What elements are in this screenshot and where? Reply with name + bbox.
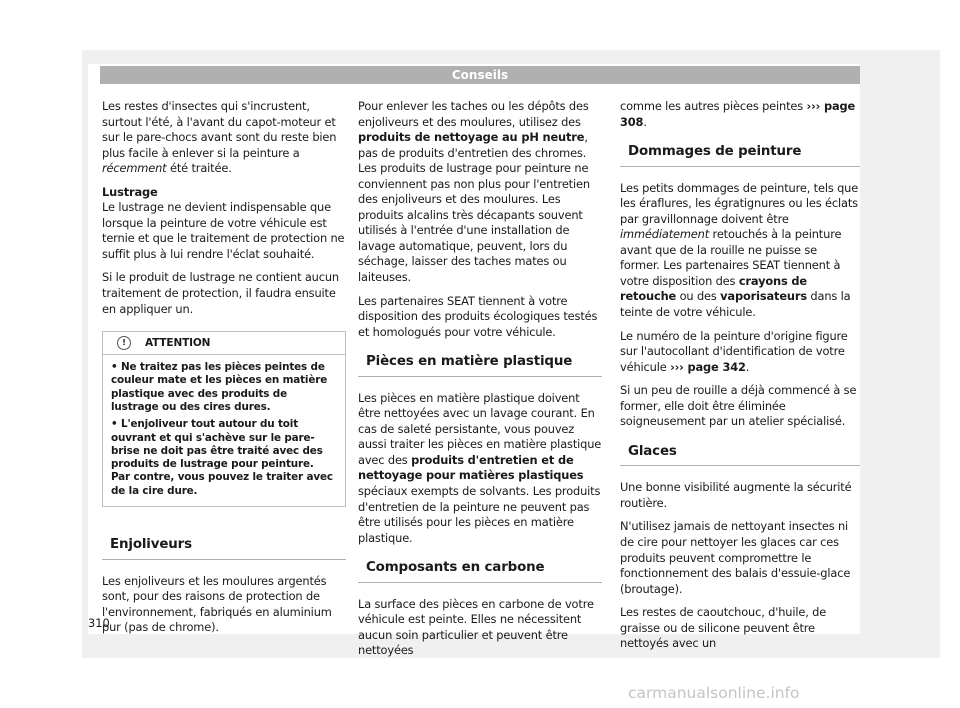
label-lustrage: Lustrage	[102, 184, 158, 199]
section-heading-carbone: Composants en carbone	[358, 560, 602, 583]
paragraph-glaces-3: Les restes de caoutchouc, d'huile, de graisse ou de silicone peuvent être nettoyés avec un	[620, 605, 827, 651]
paragraph-peinture-3: Si un peu de rouille a déjà commencé à se former, elle doit être éliminée soigneusement par un atelier spécialisé.	[620, 383, 857, 429]
column-3	[620, 99, 860, 652]
attention-header	[103, 332, 345, 355]
paragraph-lustrage-1: Le lustrage ne devient indispensable que lorsque la peinture de votre véhicule est ternie et que le traitement de protection ne suffit plus à lui rendre l'éclat souhaité.	[102, 200, 345, 261]
attention-box	[102, 331, 346, 507]
paragraph-peinture-2: Le numéro de la peinture d'origine figure sur l'autocollant d'identification de votre véhicule ››› page 342.	[620, 328, 848, 374]
section-heading-plastique: Pièces en matière plastique	[358, 354, 602, 377]
page-header: Conseils	[100, 66, 860, 84]
paragraph-glaces-1: Une bonne visibilité augmente la sécurité routière.	[620, 480, 852, 510]
paragraph-insects: Les restes d'insectes qui s'incrustent, surtout l'été, à l'avant du capot-moteur et sur le pare-chocs avant sont du reste bien plus facile à enlever si la peinture a récemment été traitée.	[102, 99, 337, 176]
paragraph-taches: Pour enlever les taches ou les dépôts des enjoliveurs et des moulures, utilisez des produits de nettoyage au pH neutre, pas de produits d'entretien des chromes. Les produits de lustrage pour peinture ne conviennent pas non plus pour l'entretien des enjoliveurs et des moulures. Les produits alcalins très décapants souvent utilisés à l'entrée d'une installation de lavage automatique, peuvent, lors du séchage, laisser des taches mates ou laiteuses.	[358, 99, 590, 285]
paragraph-peinture-1: Les petits dommages de peinture, tels que les éraflures, les égratignures ou les éclats par gravillonnage doivent être immédiatement retouchés à la peinture avant que de la rouille ne puisse se former. Les partenaires SEAT tiennent à votre disposition des crayons de retouche ou des vaporisateurs dans la teinte de votre véhicule.	[620, 180, 859, 320]
info-circle-icon: !	[117, 336, 131, 350]
watermark: carmanualsonline.info	[628, 684, 800, 702]
page-reference-link[interactable]: ››› page 308	[620, 99, 856, 129]
column-2	[358, 99, 602, 659]
section-heading-enjoliveurs: Enjoliveurs	[102, 537, 346, 560]
section-heading-glaces: Glaces	[620, 444, 860, 467]
attention-label: ATTENTION	[145, 337, 211, 350]
paragraph-glaces-2: N'utilisez jamais de nettoyant insectes ni de cire pour nettoyer les glaces car ces produits peuvent compromettre le fonctionnement des balais d'essuie-glace (broutage).	[620, 519, 851, 596]
attention-item: • L'enjoliveur tout autour du toit ouvrant et qui s'achève sur le pare-brise ne doit pas être traité avec des produits de lustrage pour peinture. Par contre, vous pouvez le traiter avec de la cire dure.	[111, 418, 333, 497]
section-heading-peinture: Dommages de peinture	[620, 144, 860, 167]
attention-item: • Ne traitez pas les pièces peintes de couleur mate et les pièces en matière plastique avec des produits de lustrage ou des cires dures.	[111, 361, 328, 413]
paragraph-plastique: Les pièces en matière plastique doivent être nettoyées avec un lavage courant. En cas de saleté persistante, vous pouvez aussi traiter les pièces en matière plastique avec des produits d'entretien et de nettoyage pour matières plastiques spéciaux exempts de solvants. Les produits d'entretien de la peinture ne peuvent pas être utilisés pour les pièces en matière plastique.	[358, 390, 602, 545]
paragraph-enjoliveurs: Les enjoliveurs et les moulures argentés sont, pour des raisons de protection de l'environnement, fabriqués en aluminium pur (pas de chrome).	[102, 573, 332, 635]
paragraph-carbone: La surface des pièces en carbone de votre véhicule est peinte. Elles ne nécessitent aucun soin particulier et peuvent être nettoyées	[358, 596, 594, 658]
paragraph-partenaires: Les partenaires SEAT tiennent à votre disposition des produits écologiques testés et homologués pour votre véhicule.	[358, 293, 598, 339]
column-1	[102, 99, 346, 636]
page-reference-link[interactable]: ››› page 342	[670, 359, 746, 374]
paragraph-continuation: comme les autres pièces peintes ››› page 308.	[620, 99, 856, 129]
page-number: 310	[88, 616, 110, 630]
paragraph-lustrage-2: Si le produit de lustrage ne contient aucun traitement de protection, il faudra ensuite en appliquer un.	[102, 270, 340, 316]
attention-body	[103, 355, 345, 506]
